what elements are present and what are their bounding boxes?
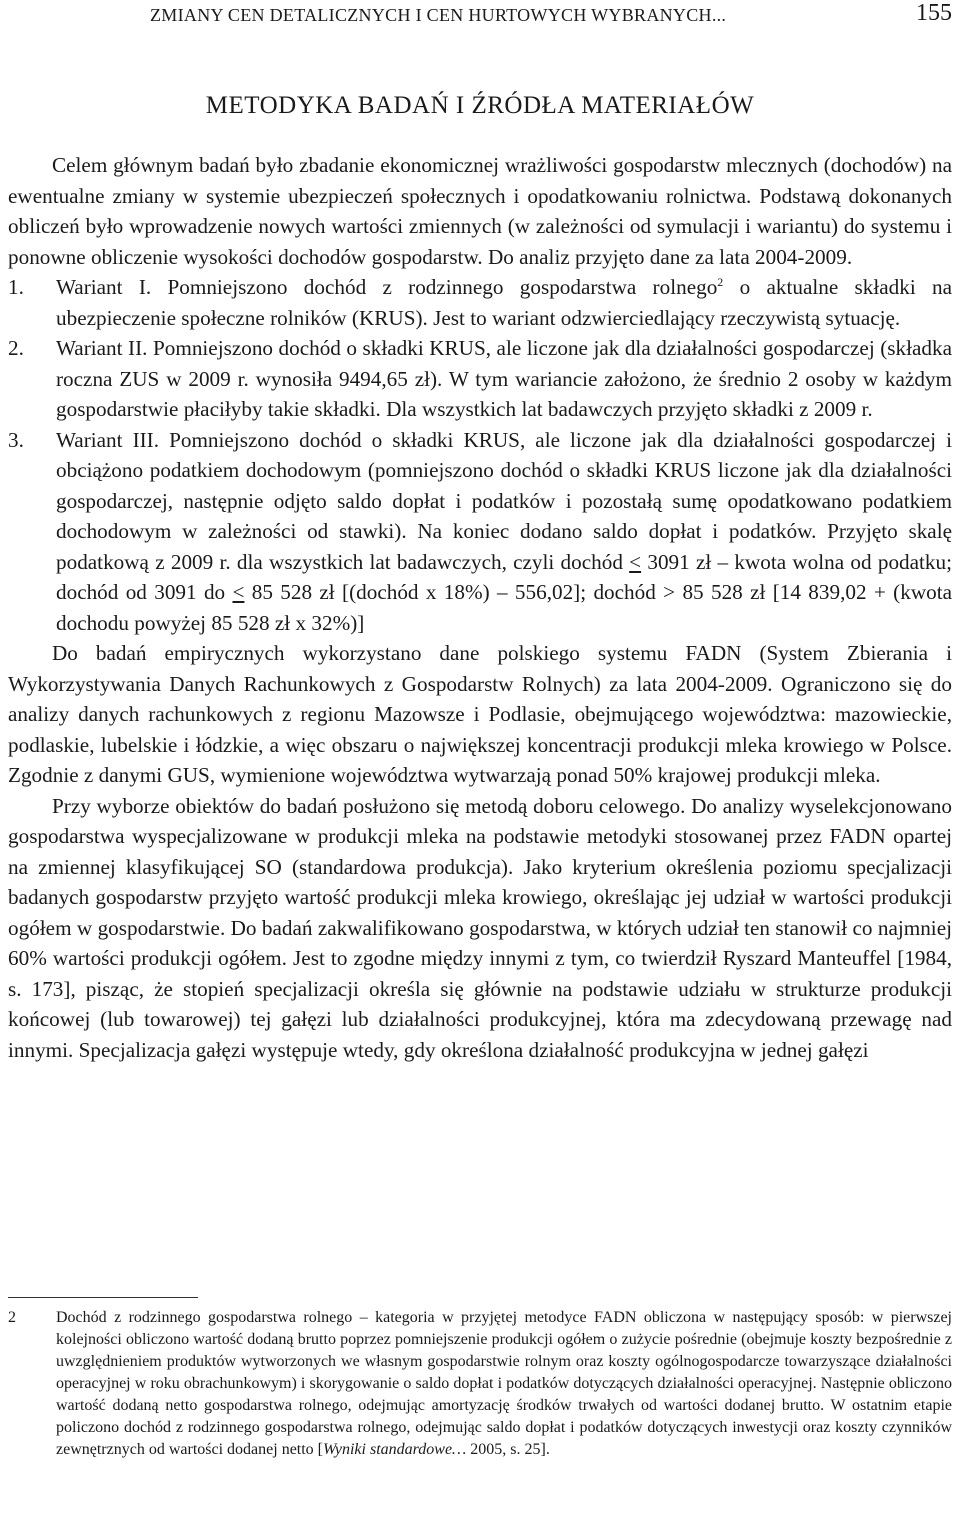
variant-text — [56, 428, 952, 635]
page-header — [0, 0, 960, 30]
variant-text: Wariant II. Pomniejszono dochód o składki KRUS, ale liczone jak dla działalności gospodarczej (składka roczna ZUS w 2009 r. wynosiła 9494,65 zł). W tym wariancie założono, że średnio 2 osoby w każdym gospodarstwie płaciłyby takie składki. Dla wszystkich lat badawczych przyjęto składki z 2009 r. — [56, 336, 952, 421]
variant-text-part: o aktualne składki na ubezpieczenie społeczne rolników (KRUS). Jest to wariant odzwierciedlający rzeczywistą sytuację. — [56, 275, 953, 330]
footnote-text-part: 2005, s. 25]. — [466, 1441, 550, 1458]
variant-text — [56, 275, 952, 330]
footnote-mark: 2 — [8, 1309, 16, 1326]
footnote-text — [56, 1307, 952, 1461]
less-or-equal-sign: < — [232, 580, 245, 604]
section-title: METODYKA BADAŃ I ŹRÓDŁA MATERIAŁÓW — [205, 92, 755, 119]
footnote-citation: Wyniki standardowe… — [323, 1441, 467, 1458]
variant-text-part: Wariant I. Pomniejszono dochód z rodzinnego gospodarstwa rolnego — [56, 275, 718, 299]
variant-number: 3. — [8, 427, 24, 452]
variant-text-part: 85 528 zł [(dochód x 18%) – 556,02]; dochód > 85 528 zł [14 839,02 + (kwota dochodu powyżej 85 528 zł x 32%)] — [56, 580, 953, 635]
variant-item-1 — [8, 272, 952, 333]
variant-text-part: 3091 zł – kwota wolna od podatku; dochód od 3091 do — [56, 549, 952, 604]
paragraph-data-source: Do badań empirycznych wykorzystano dane polskiego systemu FADN (System Zbierania i Wykorzystywania Danych Rachunkowych z Gospodarstw Rolnych) za lata 2004-2009. Ograniczono się do analizy danych rachunkowych z regionu Mazowsze i Podlasie, obejmującego województwa: mazowieckie, podlaskie, lubelskie i łódzkie, a więc obszaru o największej koncentracji produkcji mleka krowiego w Polsce. Zgodnie z danymi GUS, wymienione województwa wytwarzają ponad 50% krajowej produkcji mleka. — [8, 641, 952, 787]
variant-item-2 — [8, 333, 952, 425]
variant-number: 2. — [8, 336, 24, 360]
page-number: 155 — [916, 0, 952, 26]
paragraph-aim: Celem głównym badań było zbadanie ekonomicznej wrażliwości gospodarstw mlecznych (dochodów) na ewentualne zmiany w systemie ubezpieczeń społecznych i opodatkowaniu rolnictwa. Podstawą dokonanych obliczeń było wprowadzenie nowych wartości zmiennych (w zależności od symulacji i wariantu) do systemu i ponowne obliczenie wysokości dochodów gospodarstw. Do analiz przyjęto dane za lata 2004-2009. — [8, 153, 952, 269]
variant-text-part: Wariant III. Pomniejszono dochód o składki KRUS, ale liczone jak dla działalności gospodarczej i obciążono podatkiem dochodowym (pomniejszono dochód o składki KRUS liczone jak dla działalności gospodarczej, następnie odjęto saldo dopłat i podatków i pozostałą sumę opodatkowano podatkiem dochodowym w zależności od stawki). Na koniec dodano saldo dopłat i podatków. Przyjęto skalę podatkową z 2009 r. dla wszystkich lat badawczych, czyli dochód — [56, 427, 952, 574]
variant-number: 1. — [8, 275, 24, 299]
variant-item-3 — [8, 425, 952, 639]
footnote-text-part: Dochód z rodzinnego gospodarstwa rolnego – kategoria w przyjętej metodyce FADN obliczona w następujący sposób: w pierwszej kolejności obliczono wartość dodaną brutto poprzez pomniejszenie produkcji ogółem o zużycie pośrednie (obejmuje koszty bezpośrednie z uwzględnieniem produktów wytworzonych we własnym gospodarstwie rolnym oraz koszty ogólnogospodarcze towarzyszące działalności operacyjnej w roku obrachunkowym) i skorygowanie o saldo dopłat i podatków dotyczących działalności operacyjnej. Następnie obliczono wartość dodaną netto gospodarstwa rolnego, odejmując amortyzację środków trwałych od wartości dodanej brutto. W ostatnim etapie policzono dochód z rodzinnego gospodarstwa rolnego, odejmując saldo dopłat i podatków dotyczących inwestycji oraz koszty czynników zewnętrznych od wartości dodanej netto [ — [56, 1309, 952, 1458]
body-text — [8, 150, 952, 1065]
running-head: ZMIANY CEN DETALICZNYCH I CEN HURTOWYCH WYBRANYCH... — [150, 5, 727, 25]
footnote — [8, 1307, 952, 1461]
less-or-equal-sign: < — [629, 549, 642, 574]
footnote-ref[interactable]: 2 — [717, 274, 724, 289]
paragraph-selection: Przy wyborze obiektów do badań posłużono się metodą doboru celowego. Do analizy wyselekcjonowano gospodarstwa wyspecjalizowane w produkcji mleka na podstawie metodyki stosowanej przez FADN opartej na zmiennej klasyfikującej SO (standardowa produkcja). Jako kryterium określenia poziomu specjalizacji badanych gospodarstw przyjęto wartość produkcji mleka krowiego, określając jej udział w wartości produkcji ogółem w gospodarstwie. Do badań zakwalifikowano gospodarstwa, w których udział ten stanowił co najmniej 60% wartości produkcji ogółem. Jest to zgodne między innymi z tym, co twierdził Ryszard Manteuffel [1984, s. 173], pisząc, że stopień specjalizacji określa się głównie na podstawie udziału w strukturze produkcji końcowej (lub towarowej) tej gałęzi lub działalności produkcyjnej, która ma zdecydowaną przewagę nad innymi. Specjalizacja gałęzi występuje wtedy, gdy określona działalność produkcyjna w jednej gałęzi — [8, 793, 952, 1062]
footnote-divider — [8, 1297, 198, 1298]
